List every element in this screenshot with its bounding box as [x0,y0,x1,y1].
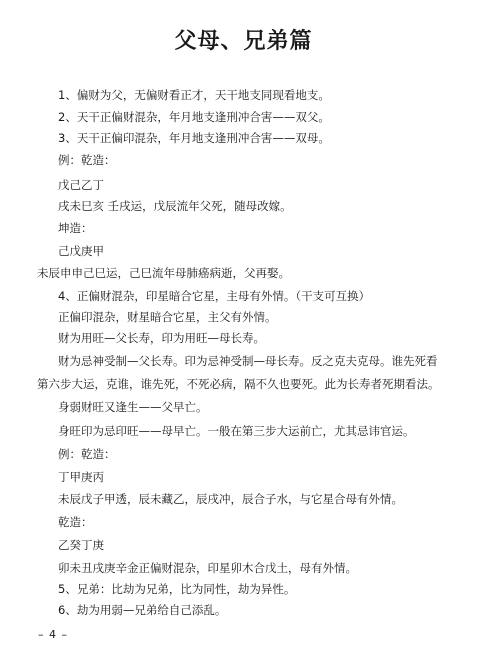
text-line: 例：乾造： [58,447,116,461]
page-title: 父母、兄弟篇 [174,28,313,54]
text-line: 丁甲庚丙 [58,470,104,484]
text-line: 正偏印混杂，财星暗合它星，主父有外情。 [58,310,277,324]
text-line: 乾造： [58,515,93,529]
text-line: 戊己乙丁 [58,178,104,192]
text-line: 己戊庚甲 [58,244,104,258]
text-line: 乙癸丁庚 [58,538,104,552]
text-line: 未辰申申己巳运，己巳流年母肺癌病逝，父再娶。 [37,266,290,280]
text-line: 未辰戊子甲透，辰未藏乙，辰戌冲，辰合子水，与它星合母有外情。 [58,492,403,506]
text-line: 第六步大运，克谁，谁先死，不死必病，隔不久也要死。此为长寿者死期看法。 [37,377,440,391]
text-line: 坤造： [58,221,93,235]
page-number: – 4 – [38,628,68,641]
text-line: 身旺印为忌印旺——母早亡。一般在第三步大运前亡，尤其忌讳官运。 [58,424,415,438]
text-line: 财为忌神受制—父长寿。印为忌神受制—母长寿。反之克夫克母。谁先死看 [58,354,438,368]
text-line: 2、天干正偏财混杂，年月地支逢刑冲合害——双父。 [58,110,330,124]
text-line: 身弱财旺又逢生——父早亡。 [58,400,208,414]
text-line: 3、天干正偏印混杂，年月地支逢刑冲合害——双母。 [58,131,330,145]
text-line: 5、兄弟：比劫为兄弟，比为同性，劫为异性。 [58,582,296,596]
text-line: 卯未丑戌庚辛金正偏财混杂，印星卯木合戊土，母有外情。 [58,561,357,575]
text-line: 戌未巳亥 壬戌运，戊辰流年父死，随母改嫁。 [58,199,292,213]
text-line: 4、正偏财混杂，印星暗合它星，主母有外情。（干支可互换） [58,289,371,303]
text-line: 1、偏财为父，无偏财看正才，天干地支同现看地支。 [58,88,330,102]
text-line: 例：乾造： [58,153,116,167]
text-line: 6、劫为用弱—兄弟给自己添乱。 [58,603,227,617]
text-line: 财为用旺—父长寿，印为用旺—母长寿。 [58,331,265,345]
